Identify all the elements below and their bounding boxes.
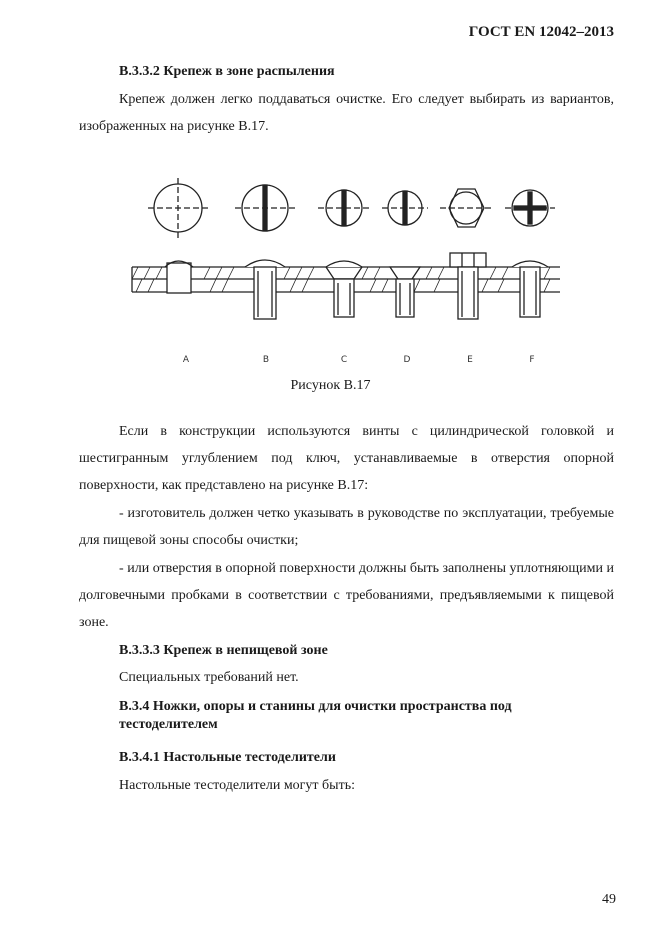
screw-a bbox=[165, 261, 193, 293]
bullet-manufacturer: - изготовитель должен четко указывать в руководстве по эксплуатации, требуемые для пищевой зоны способы очистки; bbox=[79, 506, 614, 548]
section-title-b34: B.3.4 Ножки, опоры и станины для очистки пространства под тестоделителем bbox=[119, 699, 512, 732]
plan-view-f bbox=[505, 190, 555, 226]
plan-view-c bbox=[318, 190, 370, 226]
screw-f bbox=[512, 261, 548, 317]
screw-b bbox=[245, 260, 285, 319]
figure-label-b: B bbox=[262, 355, 270, 365]
section-title-b333: B.3.3.3 Крепеж в непищевой зоне bbox=[119, 643, 328, 658]
plan-view-b bbox=[235, 185, 295, 231]
figure-label-e: E bbox=[467, 355, 473, 365]
page-number: 49 bbox=[602, 892, 616, 907]
figure-caption: Рисунок B.17 bbox=[290, 378, 371, 393]
figure-b17 bbox=[120, 175, 570, 375]
section-text-b332: Крепеж должен легко поддаваться очистке. Его следует выбирать из вариантов, изображенных на рисунке B.17. bbox=[79, 92, 614, 134]
section-text-b341: Настольные тестоделители могут быть: bbox=[119, 778, 355, 793]
screw-e bbox=[450, 253, 486, 319]
section-title-b332: B.3.3.2 Крепеж в зоне распыления bbox=[119, 64, 335, 79]
screw-c bbox=[326, 261, 362, 317]
figure-label-c: C bbox=[340, 355, 348, 365]
plan-view-d bbox=[382, 191, 428, 225]
section-text-b333: Специальных требований нет. bbox=[119, 670, 299, 685]
section-title-b341: B.3.4.1 Настольные тестоделители bbox=[119, 750, 336, 765]
plan-view-e bbox=[440, 189, 492, 227]
plan-view-a bbox=[148, 178, 208, 238]
document-header: ГОСТ EN 12042–2013 bbox=[468, 24, 614, 40]
figure-label-d: D bbox=[403, 355, 411, 365]
figure-label-f: F bbox=[529, 355, 535, 365]
bullet-plugs: - или отверстия в опорной поверхности должны быть заполнены уплотняющими и долговечными пробками в соответствии с требованиями, предъявляемыми к пищевой зоне. bbox=[79, 561, 614, 630]
paragraph-screws: Если в конструкции используются винты с цилиндрической головкой и шестигранным углублением под ключ, устанавливаемые в отверстия опорной поверхности, как представлено на рисунке B.17: bbox=[79, 424, 614, 493]
figure-label-a: A bbox=[182, 355, 190, 365]
